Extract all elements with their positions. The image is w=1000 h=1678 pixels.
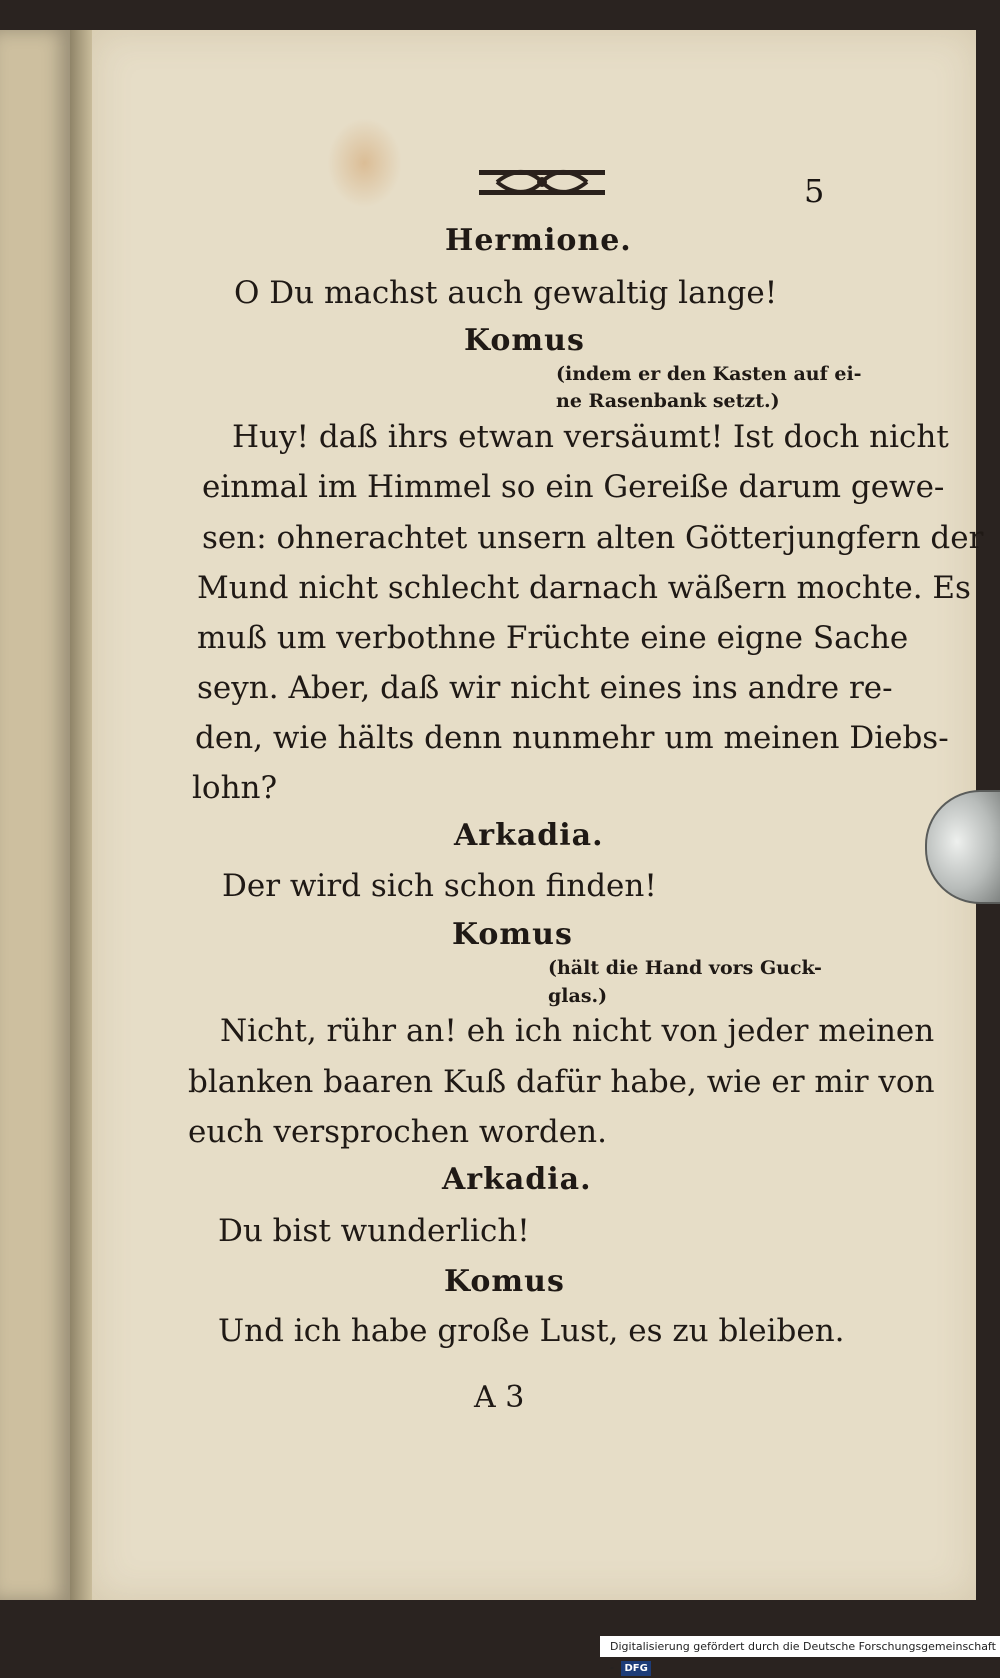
speaker-name: Arkadia. [454,818,604,853]
paper-stain [327,118,402,208]
book-page [92,30,984,1600]
left-page-edge [0,30,70,1600]
speaker-name: Komus [444,1264,565,1299]
signature-mark: A 3 [474,1380,525,1415]
text-line: seyn. Aber, daß wir nicht eines ins andre re- [197,670,893,706]
page-number: 5 [804,172,825,210]
speaker-name: Komus [452,917,573,952]
text-line: lohn? [192,770,278,806]
footer-bar [600,1636,1000,1674]
text-line: Du bist wunderlich! [218,1213,530,1249]
text-line: Nicht, rühr an! eh ich nicht von jeder meinen [220,1013,935,1049]
dfg-logo: DFG [621,1661,650,1676]
text-line: den, wie hälts denn nunmehr um meinen Diebs- [195,720,949,756]
text-line: Huy! daß ihrs etwan versäumt! Ist doch nicht [232,419,949,455]
stage-direction: ne Rasenbank setzt.) [556,390,780,412]
text-line: O Du machst auch gewaltig lange! [234,275,778,311]
text-line: einmal im Himmel so ein Gereiße darum gewe- [202,469,945,505]
text-line: muß um verbothne Früchte eine eigne Sache [197,620,909,656]
text-line: Der wird sich schon finden! [222,868,657,904]
stage-direction: (hält die Hand vors Guck- [548,957,822,979]
speaker-name: Arkadia. [442,1162,592,1197]
text-line: blanken baaren Kuß dafür habe, wie er mir von [188,1064,935,1100]
speaker-name: Hermione. [445,223,632,258]
text-line: sen: ohnerachtet unsern alten Götterjungfern der [202,520,984,556]
speaker-name: Komus [464,323,585,358]
ornament-icon [477,160,607,210]
stage-direction: (indem er den Kasten auf ei- [556,363,862,385]
text-line: Und ich habe große Lust, es zu bleiben. [218,1313,845,1349]
book-gutter [70,30,92,1600]
text-line: euch versprochen worden. [188,1114,607,1150]
footer-credit: Digitalisierung gefördert durch die Deutsche Forschungsgemeinschaft - [610,1640,996,1674]
text-line: Mund nicht schlecht darnach wäßern mochte. Es [197,570,971,606]
stage-direction: glas.) [548,985,608,1007]
